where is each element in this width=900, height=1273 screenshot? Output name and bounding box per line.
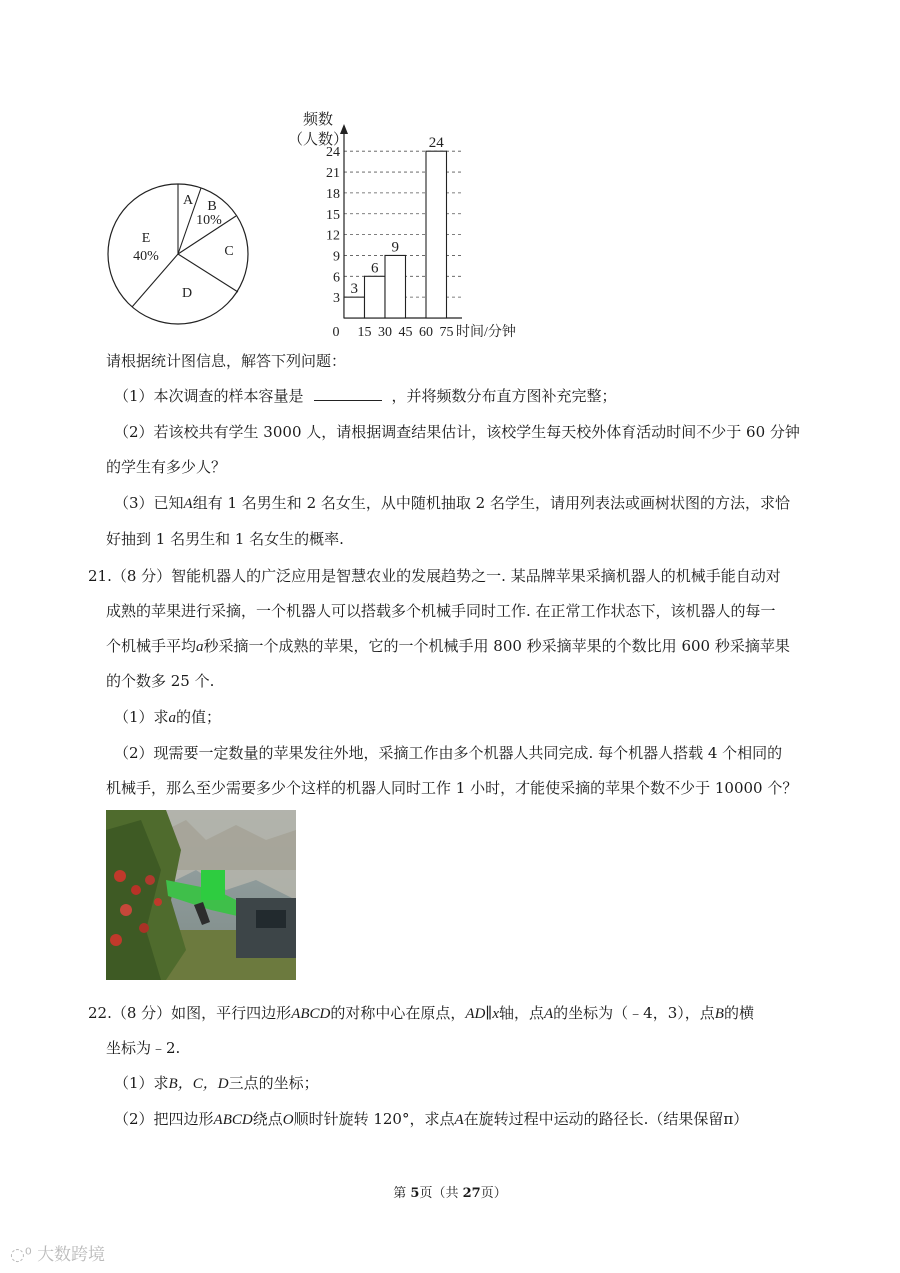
q22-number: 22.（8 分） [88, 1004, 172, 1022]
q21-part2-line2: 机械手，那么至少需要多少个这样的机器人同时工作 1 小时，才能使采摘的苹果个数不少于 10000 个？ [106, 779, 798, 797]
x-tick-label: 60 [419, 325, 433, 340]
q22-part1-a: （1）求 [114, 1074, 169, 1092]
footer-prefix: 第 [393, 1186, 411, 1201]
q20-part3-var: A [183, 496, 193, 512]
q22-part2-a: （2）把四边形 [114, 1110, 214, 1128]
watermark-text: 大数跨境 [37, 1245, 106, 1265]
q22-text-e: 的坐标为（﹣4，3），点 [553, 1004, 715, 1022]
q21-text1: 智能机器人的广泛应用是智慧农业的发展趋势之一. 某品牌苹果采摘机器人的机械手能自动对 [171, 567, 781, 585]
q20-part3-line1 [114, 492, 790, 515]
q21-part1-b: 的值； [176, 708, 222, 726]
q21-line3 [106, 635, 790, 658]
q22-line1 [88, 1002, 754, 1025]
q22-part2-b: 绕点 [252, 1110, 283, 1128]
histogram [282, 104, 552, 344]
q22-var-abcd: ABCD [291, 1006, 331, 1022]
intro-line: 请根据统计图信息，解答下列问题： [106, 352, 347, 370]
q21-part2-line1: （2）现需要一定数量的苹果发往外地，采摘工作由多个机器人共同完成. 每个机器人搭载 4 个相同的 [114, 744, 783, 762]
q22-var-ad: AD [465, 1006, 486, 1022]
q21-line3-a: 个机械手平均 [106, 637, 197, 655]
histogram-bar [365, 276, 386, 318]
q22-text-a: 如图，平行四边形 [171, 1004, 292, 1022]
q22-var-x: x [492, 1006, 499, 1022]
footer-middle: 页（共 [419, 1186, 463, 1201]
q21-line4: 的个数多 25 个. [106, 672, 215, 690]
y-tick-label: 6 [333, 270, 340, 286]
x-tick-label: 30 [378, 325, 392, 340]
q20-part1-a: （1）本次调查的样本容量是 [114, 387, 304, 405]
x-tick-label: 15 [357, 325, 372, 340]
q22-text-d: 轴，点 [498, 1004, 544, 1022]
q21-line1 [88, 565, 781, 587]
q22-part1-b: 三点的坐标； [228, 1074, 319, 1092]
histogram-bar [385, 255, 406, 318]
q20-part3-b: 组有 1 名男生和 2 名女生，从中随机抽取 2 名学生，请用列表法或画树状图的方法，求恰 [192, 494, 790, 512]
x-tick-label: 45 [398, 325, 413, 340]
q22-part1 [114, 1072, 319, 1095]
y-tick-label: 12 [326, 228, 340, 244]
footer-page-number: 5 [410, 1186, 420, 1201]
q21-part1 [114, 706, 221, 729]
pie-pct-e: 40% [133, 249, 159, 264]
q20-part1 [114, 385, 617, 407]
histogram-bar [426, 151, 447, 318]
watermark-logo-icon: ◌⁰ [10, 1245, 32, 1265]
q22-part2-var-abcd: ABCD [213, 1112, 253, 1128]
watermark [10, 1240, 105, 1265]
q22-part2-c: 顺时针旋转 120°，求点 [293, 1110, 455, 1128]
pie-chart [100, 178, 260, 338]
q21-number: 21.（8 分） [88, 567, 172, 585]
x-axis-title: 时间/分钟 [456, 325, 516, 340]
y-tick-label: 3 [333, 291, 340, 307]
q20-part3-line2: 好抽到 1 名男生和 1 名女生的概率. [106, 530, 344, 548]
q22-line2: 坐标为﹣2. [106, 1039, 181, 1057]
y-tick-label: 21 [326, 166, 340, 182]
answer-blank[interactable] [314, 386, 382, 401]
bar-value-label: 9 [391, 239, 399, 256]
histogram-bar [344, 297, 365, 318]
q21-line3-b: 秒采摘一个成熟的苹果，它的一个机械手用 800 秒采摘苹果的个数比用 600 秒采摘苹果 [203, 637, 790, 655]
q21-line3-var: a [196, 639, 204, 655]
pie-label-c: C [224, 244, 234, 259]
robot-photo [106, 810, 296, 980]
pie-label-d: D [181, 286, 193, 301]
y-tick-label: 15 [326, 207, 340, 223]
bar-value-label: 24 [428, 135, 444, 152]
q22-part1-vars: B，C，D [168, 1076, 229, 1092]
y-axis-title-unit: （人数） [287, 132, 349, 148]
q21-line2: 成熟的苹果进行采摘，一个机器人可以搭载多个机械手同时工作. 在正常工作状态下，该机器人的每一 [106, 602, 776, 620]
q22-part2-var-a: A [454, 1112, 464, 1128]
pie-label-a: A [182, 193, 194, 208]
pie-label-e: E [141, 231, 151, 246]
q20-part2-line2: 的学生有多少人？ [106, 458, 227, 476]
footer-suffix: 页） [480, 1186, 507, 1201]
y-axis-title: 频数 [302, 112, 334, 128]
page-footer [0, 1182, 900, 1201]
q22-var-b: B [714, 1006, 724, 1022]
pie-pct-b: 10% [196, 213, 222, 228]
q20-part1-b: ，并将频数分布直方图补充完整； [391, 387, 617, 405]
y-tick-label: 24 [326, 145, 340, 161]
q22-parallel: ∥ [485, 1004, 493, 1022]
y-tick-label: 18 [326, 186, 340, 202]
pie-label-b: B [207, 199, 217, 214]
q22-var-a: A [544, 1006, 554, 1022]
footer-total-pages: 27 [462, 1186, 481, 1201]
q22-text-f: 的横 [723, 1004, 754, 1022]
bar-value-label: 6 [371, 260, 379, 277]
q22-part2-var-o: O [282, 1112, 294, 1128]
y-tick-label: 9 [333, 249, 340, 265]
q22-part2-d: 在旋转过程中运动的路径长.（结果保留π） [463, 1110, 749, 1128]
q20-part3-a: （3）已知 [114, 494, 184, 512]
origin-label: 0 [332, 325, 340, 340]
x-tick-label: 75 [439, 325, 454, 340]
q21-part1-a: （1）求 [114, 708, 169, 726]
q20-part2-line1: （2）若该校共有学生 3000 人，请根据调查结果估计，该校学生每天校外体育活动时间不少于 60 分钟 [114, 423, 800, 441]
bar-value-label: 3 [350, 281, 358, 298]
q22-part2 [114, 1108, 748, 1131]
q22-text-b: 的对称中心在原点， [330, 1004, 466, 1022]
q21-part1-var: a [168, 710, 177, 726]
